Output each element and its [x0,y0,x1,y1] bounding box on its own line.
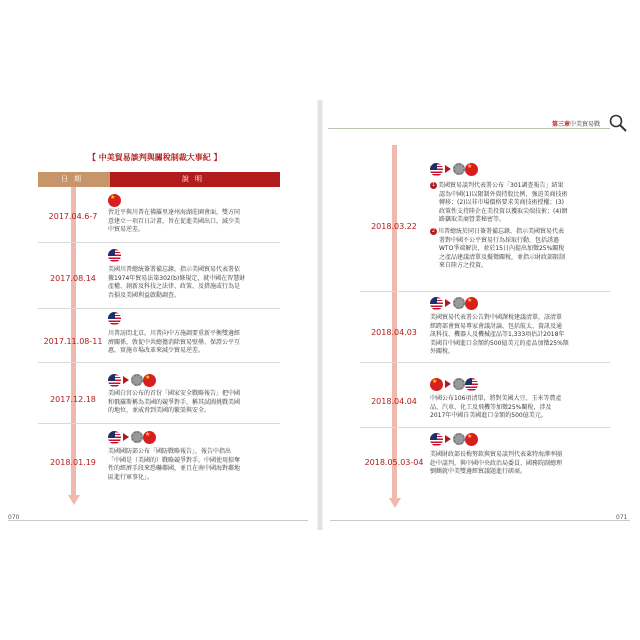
event-description: 習近平與川普在佛羅里達州海湖莊園會面，雙方同 意建立一項百日計畫，旨在促進美國出口，減少美 中貿易逆差。 [108,209,241,234]
book-gutter [317,100,323,530]
china-flag-icon [108,194,121,207]
gear-icon [453,433,465,445]
event-description: 美國貿易代表署公告對中國課稅建議清單，該清單 經跨部會貿易專家會議討論，包括航太、資訊及通 訊科技、機器人及機械產品等1,333項估計2018年 美國自中國進口金額約500億美元的產品加徵25%額 外關稅。 [430,314,569,356]
number-badge: 1 [431,182,436,188]
gear-icon [453,378,465,390]
us-flag-icon [430,433,443,446]
china-flag-icon [465,433,478,446]
arrow-right-icon [123,433,129,441]
arrow-right-icon [123,376,129,384]
china-flag-icon [465,297,478,310]
page-number-left: 070 [8,514,20,521]
gear-icon [131,431,143,443]
event-description: 美國白宮公布的首份「國家安全戰略報告」把中國 和俄羅斯稱為美國的競爭對手，稱其試圖挑戰美國 的地位，並威脅到美國的繁榮與安全。 [108,390,241,415]
arrow-right-icon [445,165,451,173]
arrow-right-icon [445,380,451,388]
gear-icon [453,163,465,175]
us-flag-icon [430,297,443,310]
row-divider [360,291,610,292]
number-badge: 2 [431,227,436,234]
event-description: 中國公布106項清單，將對美國大豆、玉米等農產 品、汽車、化工及飛機等加徵25%關稅，涉及 2017年中國自美國進口金額約500億美元。 [430,395,562,420]
event-date: 2017.08.14 [50,274,96,283]
event-date: 2018.01.19 [50,458,96,467]
event-date: 2018.04.04 [371,397,417,406]
china-flag-icon [465,163,478,176]
event-description: 美國國防部公布「國防戰略報告」，報告中指出 「中國是（美國的）戰略競爭對手，中國使用掠奪 性的經濟手段來恐嚇鄰國，並且在南中國海對鄰地 區進行軍事化」。 [108,448,241,481]
desc-column-header: 說明 [110,172,280,187]
event-date: 2018.04.03 [371,328,417,337]
row-divider [38,362,280,363]
gear-icon [453,297,465,309]
timeline-arrow-head [389,498,401,508]
china-flag-icon [143,431,156,444]
chapter-title: 中美貿易戰 [570,121,601,128]
footer-rule-left [8,520,308,521]
footer-rule-right [330,520,630,521]
event-date: 2017.11.08-11 [43,337,103,346]
us-flag-icon [465,378,478,391]
event-description: 美國川普總統簽署備忘錄，指示美國貿易代表署依 據1974年貿易法第302(b)條規定，就中國在智慧財 產權、創新及科技之法律、政策、及措施或行為是 否損及美國利益啟動調查。 [108,266,246,299]
date-column-header: 日期 [38,172,110,187]
us-flag-icon [108,312,121,325]
event-date: 2017.12.18 [50,395,96,404]
event-description: 川普訪問北京。川普向中方施調要重新平衡雙邊經 濟關係，敦促中共總擔消除貿易壁壘、保證公平互 惠，實施市場改革來減少貿易逆差。 [108,330,241,355]
row-divider [38,242,280,243]
event-date: 2017.04.6-7 [48,212,98,221]
row-divider [360,362,610,363]
page-number-right: 071 [616,514,628,521]
header-rule [328,128,610,129]
event-date: 2018.03.22 [371,222,417,231]
row-divider [38,308,280,309]
arrow-right-icon [445,435,451,443]
us-flag-icon [108,431,121,444]
gear-icon [131,374,143,386]
row-divider [360,427,610,428]
chapter-label: 第三章 [552,121,571,128]
timeline-arrow-head [68,495,80,505]
us-flag-icon [108,374,121,387]
us-flag-icon [430,163,443,176]
timeline-arrow [392,145,397,498]
event-description: 1 美國貿易談判代表署公布「301調查報告」結果 認為中國(1)以限制外資持股比例，強迫美商技術 轉移；(2)以非市場價格要求美商技術授權；(3) 政策性支持陸企在美投資以獲取尖端技術；(4)網 路竊取美商營業秘密等。 2 川普總統於同日簽署備忘錄，指示美國貿易代表 署對中國不公平貿易行為採取行動，包括誘過 WTO爭端解決，並於15日內提出加徵25%關稅 之產品建議清單及擬徵關稅，並指示財政部限制 來自陸方之投資。 [431,182,568,270]
china-flag-icon [143,374,156,387]
event-date: 2018.05.03-04 [364,458,424,467]
row-divider [38,423,280,424]
timeline-title: 【 中美貿易談判與關稅制裁大事紀 】 [88,153,222,162]
magnifier-icon [608,113,628,133]
arrow-right-icon [445,299,451,307]
event-description: 美國財政部長梅努欽與貿易談判代表萊特海澤率團 赴中談判，與中國中央政治局委員、國務院副總理 劉鶴就中美雙邊經貿議題進行磋商。 [430,451,563,476]
us-flag-icon [108,249,121,262]
china-flag-icon [430,378,443,391]
